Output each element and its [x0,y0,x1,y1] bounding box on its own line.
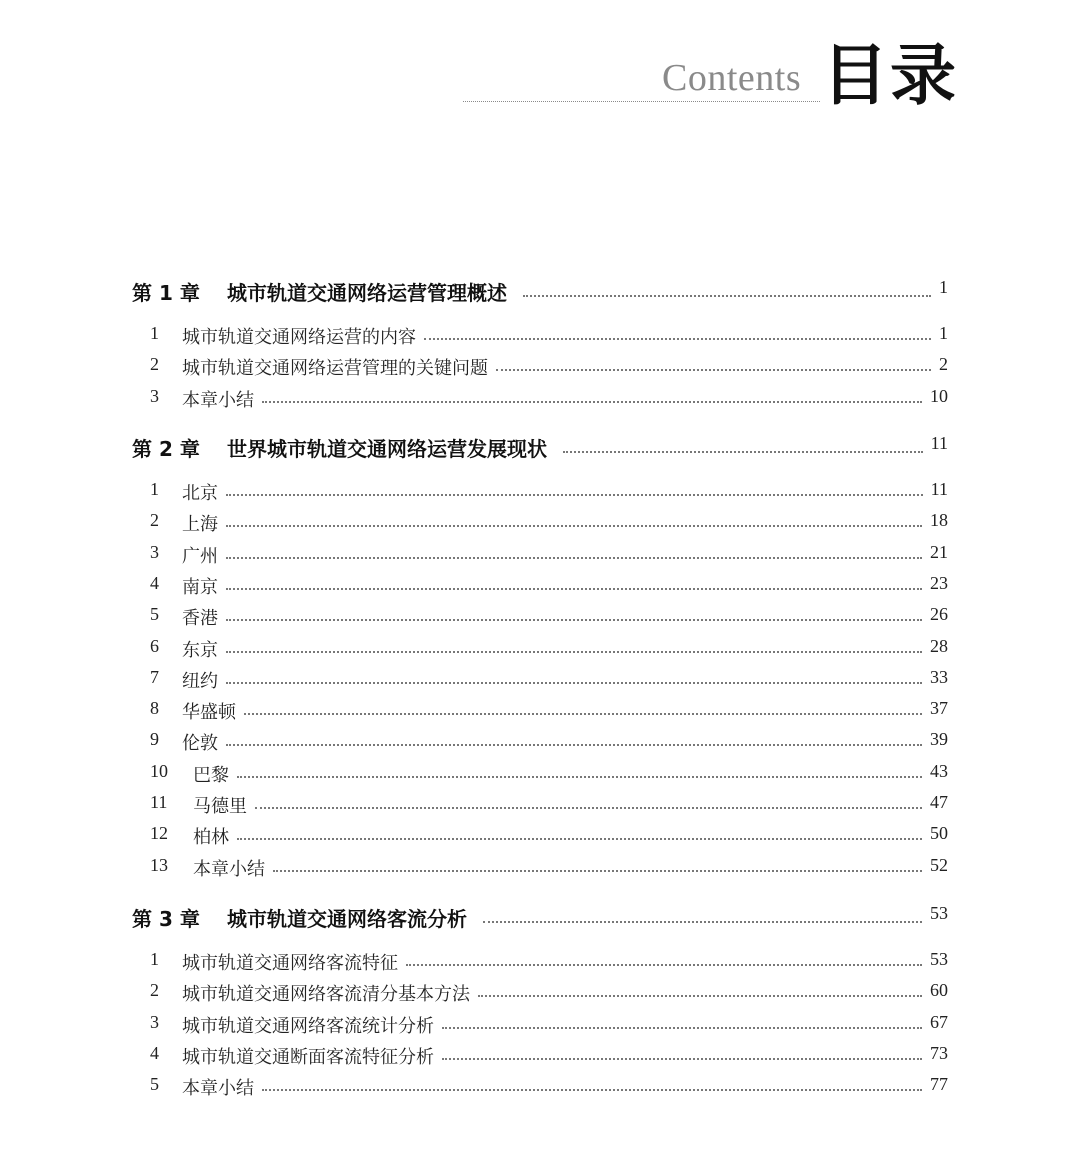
dot-leader [226,682,922,684]
section-number: 9 [150,729,159,750]
section-number: 8 [150,698,159,719]
section-number: 5 [150,1074,159,1095]
section-page-number: 43 [930,760,948,781]
section-entry[interactable] [0,949,1080,977]
section-entry[interactable] [0,636,1080,664]
chapter-page-number: 53 [930,903,948,923]
chapter-heading[interactable] [0,903,1080,935]
section-entry[interactable] [0,761,1080,789]
chapter-title: 城市轨道交通网络运营管理概述 [227,281,507,305]
dot-leader [262,1089,922,1091]
section-entry[interactable] [0,542,1080,570]
section-page-number: 47 [930,792,948,812]
section-number: 2 [150,510,159,531]
section-page-number: 11 [930,479,948,499]
section-page-number: 73 [930,1042,948,1063]
section-page-number: 60 [930,980,948,1001]
section-title: 本章小结 [182,389,254,411]
dot-leader [237,776,922,778]
header-dotted-rule [463,101,820,102]
section-title: 广州 [182,545,218,567]
dot-leader [226,588,922,590]
section-number: 3 [150,541,159,562]
section-title: 本章小结 [193,858,265,880]
section-entry[interactable] [0,354,1080,382]
section-entry[interactable] [0,667,1080,695]
section-entry[interactable] [0,792,1080,820]
dot-leader [523,295,931,297]
dot-leader [237,838,922,840]
section-entry[interactable] [0,510,1080,538]
section-entry[interactable] [0,1074,1080,1102]
chapter-title: 世界城市轨道交通网络运营发展现状 [227,437,547,461]
section-page-number: 37 [930,698,948,719]
chapter-page-number: 11 [930,433,948,453]
section-page-number: 50 [930,823,948,844]
dot-leader [424,338,931,340]
chapter-heading[interactable] [0,277,1080,309]
section-number: 3 [150,385,159,406]
section-page-number: 33 [930,666,948,687]
dot-leader [244,713,922,715]
dot-leader [255,807,922,809]
chapter-heading[interactable] [0,433,1080,465]
section-entry[interactable] [0,573,1080,601]
section-entry[interactable] [0,855,1080,883]
section-title: 巴黎 [193,764,229,786]
section-entry[interactable] [0,479,1080,507]
section-title: 城市轨道交通网络运营的内容 [182,327,416,348]
dot-leader [442,1027,922,1029]
section-title: 城市轨道交通断面客流特征分析 [182,1046,434,1068]
section-entry[interactable] [0,1012,1080,1040]
section-title: 城市轨道交通网络客流统计分析 [182,1015,434,1037]
section-page-number: 77 [930,1074,948,1095]
section-number: 5 [150,604,159,625]
section-title: 东京 [182,639,218,661]
section-entry[interactable] [0,323,1080,351]
section-title: 香港 [182,608,218,630]
chapter-number: 第 2 章 [132,437,200,461]
dot-leader [226,619,922,621]
section-page-number: 1 [939,323,948,343]
section-title: 伦敦 [182,733,218,755]
section-number: 11 [150,792,168,812]
section-page-number: 2 [939,354,948,375]
section-page-number: 53 [930,949,948,969]
dot-leader [483,921,922,923]
section-number: 1 [150,479,159,499]
chapter-title: 城市轨道交通网络客流分析 [227,907,467,931]
section-title: 纽约 [182,670,218,692]
dot-leader [406,964,922,966]
dot-leader [226,651,922,653]
section-entry[interactable] [0,823,1080,851]
section-entry[interactable] [0,604,1080,632]
section-page-number: 26 [930,604,948,625]
section-title: 城市轨道交通网络客流特征 [182,953,398,974]
dot-leader [273,870,922,872]
section-title: 北京 [182,483,218,504]
dot-leader [226,557,922,559]
section-title: 马德里 [193,796,247,817]
section-title: 柏林 [193,827,229,849]
section-number: 13 [150,854,168,875]
section-page-number: 23 [930,572,948,593]
chapter-number: 第 3 章 [132,907,200,931]
contents-header [0,0,1080,140]
section-entry[interactable] [0,698,1080,726]
section-number: 7 [150,666,159,687]
dot-leader [442,1058,922,1060]
section-entry[interactable] [0,1043,1080,1071]
dot-leader [226,525,922,527]
dot-leader [226,744,922,746]
dot-leader [226,494,923,496]
section-page-number: 39 [930,729,948,750]
dot-leader [262,401,922,403]
chapter-page-number: 1 [939,277,948,297]
section-title: 上海 [182,514,218,536]
section-number: 4 [150,1042,159,1063]
dot-leader [563,451,923,453]
chapter-number: 第 1 章 [132,281,200,305]
dot-leader [496,369,931,371]
section-number: 2 [150,980,159,1001]
section-entry[interactable] [0,980,1080,1008]
section-number: 1 [150,949,159,969]
section-title: 城市轨道交通网络运营管理的关键问题 [182,358,488,380]
section-title: 华盛顿 [182,702,236,724]
section-number: 2 [150,354,159,375]
section-page-number: 52 [930,854,948,875]
section-number: 10 [150,760,168,781]
contents-english-title: Contents [662,57,802,99]
section-page-number: 21 [930,541,948,562]
section-page-number: 67 [930,1011,948,1032]
section-number: 1 [150,323,159,343]
section-page-number: 28 [930,635,948,656]
section-number: 12 [150,823,168,844]
section-number: 6 [150,635,159,656]
section-title: 南京 [182,576,218,598]
section-entry[interactable] [0,386,1080,414]
section-page-number: 10 [930,385,948,406]
section-title: 本章小结 [182,1078,254,1100]
section-entry[interactable] [0,729,1080,757]
dot-leader [478,995,922,997]
section-page-number: 18 [930,510,948,531]
section-title: 城市轨道交通网络客流清分基本方法 [182,984,470,1006]
section-number: 4 [150,572,159,593]
contents-chinese-title: 目录 [822,36,958,114]
section-number: 3 [150,1011,159,1032]
